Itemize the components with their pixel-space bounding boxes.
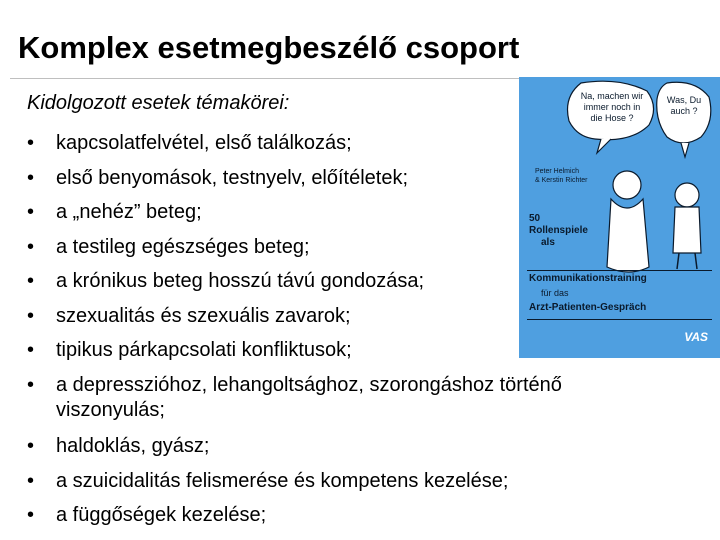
book-cover-image [519, 77, 720, 358]
list-item: • haldoklás, gyász; [27, 429, 687, 464]
list-item: • a szuicidalitás felismerése és kompetens kezelése; [27, 464, 687, 499]
book-subtitle-3: Arzt-Patienten-Gespräch [529, 302, 647, 313]
list-item: • a függőségek kezelése; [27, 498, 687, 533]
book-authors: Peter Helmich & Kerstin Richter [535, 168, 588, 184]
bubble-left-text: Na, machen wir immer noch in die Hose ? [580, 91, 644, 123]
intro-text: Kidolgozott esetek témakörei: [27, 92, 290, 114]
cover-rule [527, 319, 712, 320]
book-subtitle-1: Kommunikationstraining [529, 273, 647, 284]
list-item: • a krónikus beteg hosszú távú gondozása; [27, 264, 687, 299]
list-item: • kapcsolatfelvétel, első találkozás; [27, 126, 687, 161]
slide-title: Komplex esetmegbeszélő csoport [18, 30, 520, 65]
publisher-logo: VAS [684, 330, 708, 344]
list-item: • a testileg egészséges beteg; [27, 230, 687, 265]
bubble-right-text: Was, Du auch ? [666, 95, 702, 116]
cover-rule [527, 270, 712, 271]
list-item: • tipikus párkapcsolati konfliktusok; [27, 333, 687, 368]
list-item: • a depresszióhoz, lehangoltsághoz, szorongáshoz történő viszonyulás; [27, 368, 687, 423]
list-item: • a „nehéz” beteg; [27, 195, 687, 230]
list-item-continuation: viszonyulás; [56, 399, 165, 421]
list-item: • szexualitás és szexuális zavarok; [27, 299, 687, 334]
book-subtitle-2: für das [541, 288, 569, 298]
book-title-count: 50 Rollenspiele als [529, 213, 588, 248]
list-item: • első benyomások, testnyelv, előítéletek; [27, 161, 687, 196]
